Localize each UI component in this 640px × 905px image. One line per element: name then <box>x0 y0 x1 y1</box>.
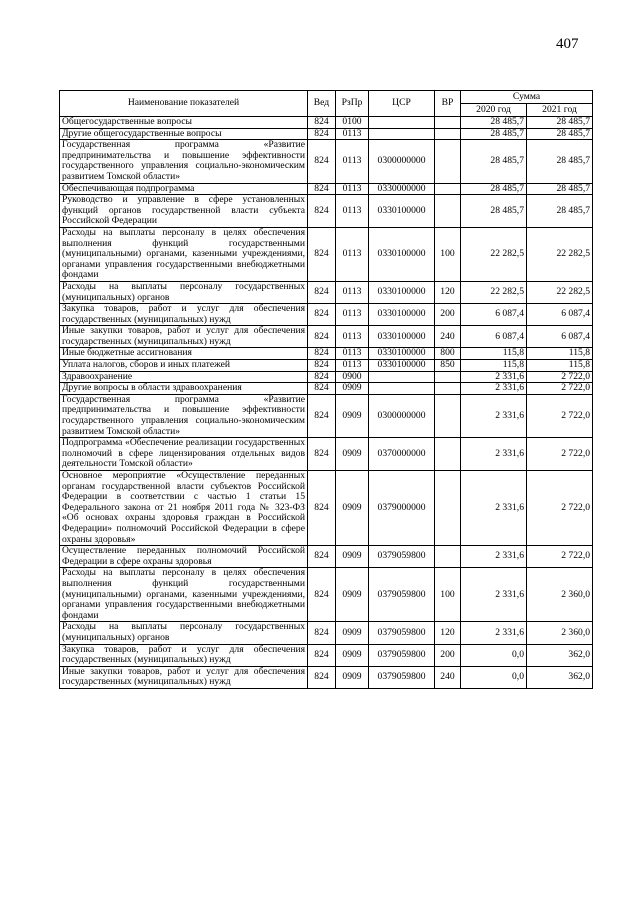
cell-name: Закупка товаров, работ и услуг для обеспечения государственных (муниципальных) нужд <box>60 644 308 666</box>
cell-vr: 120 <box>435 281 461 303</box>
cell-ved: 824 <box>308 348 336 360</box>
table-row <box>60 438 593 471</box>
cell-rzpr: 0909 <box>336 438 369 471</box>
cell-2021: 28 485,7 <box>527 128 593 140</box>
table-row <box>60 195 593 228</box>
cell-2021: 2 722,0 <box>527 371 593 383</box>
header-vr: ВР <box>435 91 461 117</box>
cell-csr <box>369 383 435 395</box>
table-row <box>60 140 593 183</box>
cell-2020: 28 485,7 <box>461 195 527 228</box>
table-row <box>60 304 593 326</box>
cell-rzpr: 0113 <box>336 304 369 326</box>
cell-csr: 0300000000 <box>369 140 435 183</box>
cell-vr <box>435 128 461 140</box>
cell-2020: 28 485,7 <box>461 117 527 129</box>
cell-vr: 800 <box>435 348 461 360</box>
cell-ved: 824 <box>308 438 336 471</box>
cell-ved: 824 <box>308 394 336 437</box>
cell-rzpr: 0113 <box>336 281 369 303</box>
cell-name: Государственная программа «Развитие предпринимательства и повышение эффективности государственного управления социально-экономическим развитием Томской области» <box>60 394 308 437</box>
cell-vr <box>435 140 461 183</box>
header-rzpr: РзПр <box>336 91 369 117</box>
table-row <box>60 644 593 666</box>
table-row <box>60 394 593 437</box>
cell-csr: 0379059800 <box>369 568 435 622</box>
cell-2021: 2 360,0 <box>527 622 593 644</box>
cell-2020: 28 485,7 <box>461 128 527 140</box>
cell-rzpr: 0909 <box>336 471 369 546</box>
cell-csr <box>369 117 435 129</box>
cell-2020: 28 485,7 <box>461 183 527 195</box>
cell-2020: 22 282,5 <box>461 281 527 303</box>
header-2020: 2020 год <box>461 104 527 117</box>
cell-name: Другие вопросы в области здравоохранения <box>60 383 308 395</box>
cell-rzpr: 0900 <box>336 371 369 383</box>
cell-vr: 120 <box>435 622 461 644</box>
header-2021: 2021 год <box>527 104 593 117</box>
cell-name: Другие общегосударственные вопросы <box>60 128 308 140</box>
header-ved: Вед <box>308 91 336 117</box>
cell-name: Расходы на выплаты персоналу государственных (муниципальных) органов <box>60 622 308 644</box>
cell-csr: 0379059800 <box>369 644 435 666</box>
cell-rzpr: 0113 <box>336 348 369 360</box>
cell-name: Подпрограмма «Обеспечение реализации государственных полномочий в сфере лицензирования отдельных видов деятельности Томской области» <box>60 438 308 471</box>
budget-table <box>59 90 593 689</box>
cell-2020: 6 087,4 <box>461 326 527 348</box>
cell-vr <box>435 546 461 568</box>
cell-ved: 824 <box>308 304 336 326</box>
cell-rzpr: 0113 <box>336 195 369 228</box>
cell-ved: 824 <box>308 471 336 546</box>
cell-csr: 0330000000 <box>369 183 435 195</box>
cell-name: Руководство и управление в сфере установленных функций органов государственной власти субъекта Российской Федерации <box>60 195 308 228</box>
cell-ved: 824 <box>308 568 336 622</box>
table-row <box>60 360 593 372</box>
cell-rzpr: 0113 <box>336 360 369 372</box>
cell-2021: 22 282,5 <box>527 281 593 303</box>
cell-2020: 2 331,6 <box>461 471 527 546</box>
cell-vr: 200 <box>435 304 461 326</box>
cell-csr: 0300000000 <box>369 394 435 437</box>
cell-csr: 0330100000 <box>369 348 435 360</box>
cell-csr: 0330100000 <box>369 326 435 348</box>
cell-ved: 824 <box>308 622 336 644</box>
cell-2021: 28 485,7 <box>527 117 593 129</box>
cell-rzpr: 0909 <box>336 666 369 688</box>
cell-2021: 28 485,7 <box>527 195 593 228</box>
cell-2021: 362,0 <box>527 644 593 666</box>
cell-vr: 200 <box>435 644 461 666</box>
cell-ved: 824 <box>308 371 336 383</box>
cell-csr: 0330100000 <box>369 227 435 281</box>
cell-rzpr: 0113 <box>336 128 369 140</box>
cell-rzpr: 0113 <box>336 326 369 348</box>
page-number: 407 <box>556 36 579 52</box>
table-row <box>60 383 593 395</box>
table-row <box>60 183 593 195</box>
cell-2020: 0,0 <box>461 666 527 688</box>
cell-ved: 824 <box>308 281 336 303</box>
cell-2021: 2 722,0 <box>527 383 593 395</box>
cell-ved: 824 <box>308 546 336 568</box>
cell-ved: 824 <box>308 183 336 195</box>
cell-2020: 2 331,6 <box>461 394 527 437</box>
table-body <box>60 117 593 689</box>
table-row <box>60 326 593 348</box>
cell-csr: 0370000000 <box>369 438 435 471</box>
cell-vr <box>435 183 461 195</box>
cell-csr: 0379059800 <box>369 622 435 644</box>
cell-2021: 115,8 <box>527 348 593 360</box>
cell-2021: 6 087,4 <box>527 304 593 326</box>
table-row <box>60 622 593 644</box>
cell-vr <box>435 371 461 383</box>
cell-rzpr: 0100 <box>336 117 369 129</box>
header-name: Наименование показателей <box>60 91 308 117</box>
cell-2020: 2 331,6 <box>461 438 527 471</box>
cell-csr: 0330100000 <box>369 281 435 303</box>
cell-csr: 0330100000 <box>369 304 435 326</box>
table-row <box>60 371 593 383</box>
cell-ved: 824 <box>308 140 336 183</box>
cell-name: Обеспечивающая подпрограмма <box>60 183 308 195</box>
cell-vr: 100 <box>435 568 461 622</box>
table-row <box>60 666 593 688</box>
cell-rzpr: 0909 <box>336 394 369 437</box>
cell-2020: 115,8 <box>461 360 527 372</box>
table-row <box>60 227 593 281</box>
cell-2021: 6 087,4 <box>527 326 593 348</box>
cell-2021: 28 485,7 <box>527 183 593 195</box>
cell-2021: 115,8 <box>527 360 593 372</box>
cell-name: Иные закупки товаров, работ и услуг для обеспечения государственных (муниципальных) нужд <box>60 666 308 688</box>
cell-rzpr: 0113 <box>336 227 369 281</box>
cell-vr <box>435 383 461 395</box>
cell-2020: 2 331,6 <box>461 622 527 644</box>
cell-2020: 6 087,4 <box>461 304 527 326</box>
table-row <box>60 471 593 546</box>
cell-csr: 0330100000 <box>369 360 435 372</box>
cell-vr: 100 <box>435 227 461 281</box>
table-row <box>60 281 593 303</box>
cell-csr <box>369 371 435 383</box>
cell-2020: 28 485,7 <box>461 140 527 183</box>
cell-2020: 115,8 <box>461 348 527 360</box>
cell-2021: 2 360,0 <box>527 568 593 622</box>
cell-name: Государственная программа «Развитие предпринимательства и повышение эффективности государственного управления социально-экономическим развитием Томской области» <box>60 140 308 183</box>
cell-2020: 2 331,6 <box>461 371 527 383</box>
cell-2020: 2 331,6 <box>461 546 527 568</box>
cell-2021: 362,0 <box>527 666 593 688</box>
cell-ved: 824 <box>308 644 336 666</box>
cell-name: Расходы на выплаты персоналу в целях обеспечения выполнения функций государственными (муниципальными) органами, казенными учреждениями, органами управления государственными внебюджетными фондами <box>60 568 308 622</box>
cell-rzpr: 0909 <box>336 546 369 568</box>
table-row <box>60 568 593 622</box>
cell-name: Иные закупки товаров, работ и услуг для обеспечения государственных (муниципальных) нужд <box>60 326 308 348</box>
cell-2021: 2 722,0 <box>527 438 593 471</box>
cell-ved: 824 <box>308 326 336 348</box>
cell-ved: 824 <box>308 666 336 688</box>
cell-name: Уплата налогов, сборов и иных платежей <box>60 360 308 372</box>
cell-2021: 28 485,7 <box>527 140 593 183</box>
cell-rzpr: 0113 <box>336 183 369 195</box>
cell-2021: 2 722,0 <box>527 546 593 568</box>
cell-vr <box>435 117 461 129</box>
cell-ved: 824 <box>308 195 336 228</box>
table-row <box>60 128 593 140</box>
cell-rzpr: 0909 <box>336 644 369 666</box>
cell-2020: 2 331,6 <box>461 383 527 395</box>
cell-rzpr: 0113 <box>336 140 369 183</box>
cell-csr: 0330100000 <box>369 195 435 228</box>
cell-rzpr: 0909 <box>336 622 369 644</box>
table-row <box>60 546 593 568</box>
cell-vr <box>435 438 461 471</box>
cell-2020: 2 331,6 <box>461 568 527 622</box>
cell-csr: 0379059800 <box>369 666 435 688</box>
cell-name: Основное мероприятие «Осуществление переданных органам государственной власти субъектов Российской Федерации в соответствии с частью 1 статьи 15 Федерального закона от 21 ноября 2011 года № 323-ФЗ «Об основах охраны здоровья граждан в Российской Федерации» полномочий Российской Федерации в сфере охраны здоровья» <box>60 471 308 546</box>
cell-2021: 2 722,0 <box>527 471 593 546</box>
table-row <box>60 348 593 360</box>
cell-name: Расходы на выплаты персоналу в целях обеспечения выполнения функций государственными (муниципальными) органами, казенными учреждениями, органами управления государственными внебюджетными фондами <box>60 227 308 281</box>
cell-2020: 22 282,5 <box>461 227 527 281</box>
cell-name: Общегосударственные вопросы <box>60 117 308 129</box>
cell-name: Закупка товаров, работ и услуг для обеспечения государственных (муниципальных) нужд <box>60 304 308 326</box>
cell-rzpr: 0909 <box>336 383 369 395</box>
cell-vr: 240 <box>435 666 461 688</box>
cell-2021: 2 722,0 <box>527 394 593 437</box>
cell-2021: 22 282,5 <box>527 227 593 281</box>
header-csr: ЦСР <box>369 91 435 117</box>
cell-csr: 0379000000 <box>369 471 435 546</box>
cell-ved: 824 <box>308 128 336 140</box>
cell-name: Здравоохранение <box>60 371 308 383</box>
cell-vr <box>435 471 461 546</box>
cell-vr: 850 <box>435 360 461 372</box>
table-row <box>60 117 593 129</box>
cell-csr: 0379059800 <box>369 546 435 568</box>
cell-vr <box>435 195 461 228</box>
cell-ved: 824 <box>308 383 336 395</box>
cell-vr <box>435 394 461 437</box>
cell-ved: 824 <box>308 227 336 281</box>
cell-ved: 824 <box>308 117 336 129</box>
header-sum: Сумма <box>461 91 593 104</box>
cell-name: Расходы на выплаты персоналу государственных (муниципальных) органов <box>60 281 308 303</box>
cell-ved: 824 <box>308 360 336 372</box>
cell-2020: 0,0 <box>461 644 527 666</box>
cell-name: Иные бюджетные ассигнования <box>60 348 308 360</box>
cell-csr <box>369 128 435 140</box>
cell-vr: 240 <box>435 326 461 348</box>
cell-rzpr: 0909 <box>336 568 369 622</box>
cell-name: Осуществление переданных полномочий Российской Федерации в сфере охраны здоровья <box>60 546 308 568</box>
